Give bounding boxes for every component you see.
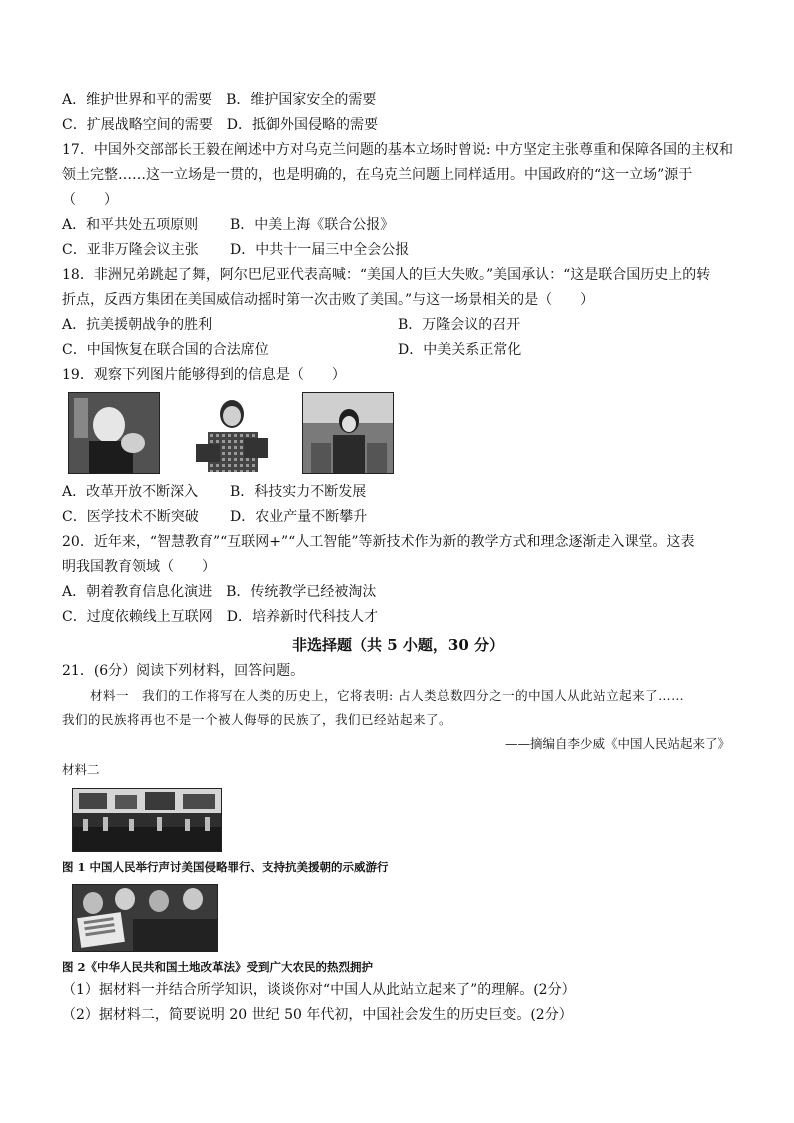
q19-stem: 19．观察下列图片能够得到的信息是（ ） (62, 367, 346, 383)
q21-figure1-caption: 图 1 中国人民举行声讨美国侵略罪行、支持抗美援朝的示威游行 (62, 860, 389, 874)
q17-option-b[interactable]: B．中美上海《联合公报》 (230, 217, 395, 233)
q21-figure2-caption: 图 2《中华人民共和国土地改革法》受到广大农民的热烈拥护 (62, 960, 374, 974)
q17-stem-line2: 领土完整……这一立场是一贯的，也是明确的，在乌克兰问题上同样适用。中国政府的“这一立场”源于 (62, 167, 693, 183)
q17-options-row2 (62, 238, 734, 263)
q16-options-row2 (62, 113, 734, 138)
q19-options-row2 (62, 505, 734, 530)
q21-subquestion-1: （1）据材料一并结合所学知识，谈谈你对“中国人从此站立起来了”的理解。(2分） (62, 982, 576, 998)
q21-intro: 21．(6分）阅读下列材料，回答问题。 (62, 663, 305, 679)
q18-stem-line1: 18．非洲兄弟跳起了舞，阿尔巴尼亚代表高喊：“美国人的巨大失败。”美国承认：“这是联合国历史上的转 (62, 267, 711, 283)
exam-page (62, 88, 734, 1028)
q19-option-c[interactable]: C．医学技术不断突破 (62, 509, 199, 525)
q21-material1-line1: 材料一 我们的工作将写在人类的历史上，它将表明: 占人类总数四分之一的中国人从此站立起来了…… (90, 688, 685, 703)
q20-options-row1 (62, 580, 734, 605)
q19-pictures (68, 392, 734, 474)
q16-option-b[interactable]: B．维护国家安全的需要 (226, 92, 377, 108)
q17-option-a[interactable]: A．和平共处五项原则 (62, 217, 199, 233)
q20-option-b[interactable]: B．传统教学已经被淘汰 (226, 584, 377, 600)
q21-figure1-photo (72, 788, 222, 852)
q19-photo-3 (302, 392, 394, 474)
q17-option-c[interactable]: C．亚非万隆会议主张 (62, 242, 199, 258)
q19-option-a[interactable]: A．改革开放不断深入 (62, 484, 199, 500)
q19-options-row1 (62, 480, 734, 505)
q19-option-d[interactable]: D．农业产量不断攀升 (230, 509, 368, 525)
q18-option-c[interactable]: C．中国恢复在联合国的合法席位 (62, 342, 269, 358)
q17-option-d[interactable]: D．中共十一届三中全会公报 (230, 242, 410, 258)
q17-stem-line1: 17．中国外交部部长王毅在阐述中方对乌克兰问题的基本立场时曾说: 中方坚定主张尊重和保障各国的主权和 (62, 142, 733, 158)
q16-options-row1 (62, 88, 734, 113)
q20-option-a[interactable]: A．朝着教育信息化演进 (62, 584, 213, 600)
q18-options-row2 (62, 338, 734, 363)
q21-material1-line2: 我们的民族将再也不是一个被人侮辱的民族了，我们已经站起来了。 (62, 712, 453, 727)
q20-stem-line1: 20．近年来，“智慧教育”“互联网+”“人工智能”等新技术作为新的教学方式和理念逐渐走入课堂。这表 (62, 534, 695, 550)
q16-option-c[interactable]: C．扩展战略空间的需要 (62, 117, 213, 133)
q18-stem-line2: 折点，反西方集团在美国威信动摇时第一次击败了美国。”与这一场景相关的是（ ） (62, 292, 595, 308)
q21-material2-label: 材料二 (62, 762, 100, 777)
q21-figure2-photo (72, 884, 218, 952)
q21-subquestion-2: （2）据材料二，简要说明 20 世纪 50 年代初，中国社会发生的历史巨变。(2分） (62, 1007, 573, 1023)
q20-options-row2 (62, 605, 734, 630)
q16-option-d[interactable]: D．抵御外国侵略的需要 (226, 117, 378, 133)
section-title: 非选择题（共 5 小题，30 分） (292, 636, 504, 654)
q18-options-row1 (62, 313, 734, 338)
q21-material1-source: ——摘编自李少威《中国人民站起来了》 (504, 736, 730, 751)
q20-stem-line2: 明我国教育领域（ ） (62, 559, 216, 575)
q19-photo-2 (186, 392, 276, 472)
q20-option-c[interactable]: C．过度依赖线上互联网 (62, 609, 213, 625)
q18-option-d[interactable]: D．中美关系正常化 (398, 342, 522, 358)
q16-option-a[interactable]: A．维护世界和平的需要 (62, 92, 213, 108)
q17-stem-line3: （ ） (62, 192, 118, 208)
q19-option-b[interactable]: B．科技实力不断发展 (230, 484, 367, 500)
q20-option-d[interactable]: D．培养新时代科技人才 (226, 609, 378, 625)
q19-photo-1 (68, 392, 160, 474)
q18-option-b[interactable]: B．万隆会议的召开 (398, 317, 521, 333)
q18-option-a[interactable]: A．抗美援朝战争的胜利 (62, 317, 213, 333)
q17-options-row1 (62, 213, 734, 238)
